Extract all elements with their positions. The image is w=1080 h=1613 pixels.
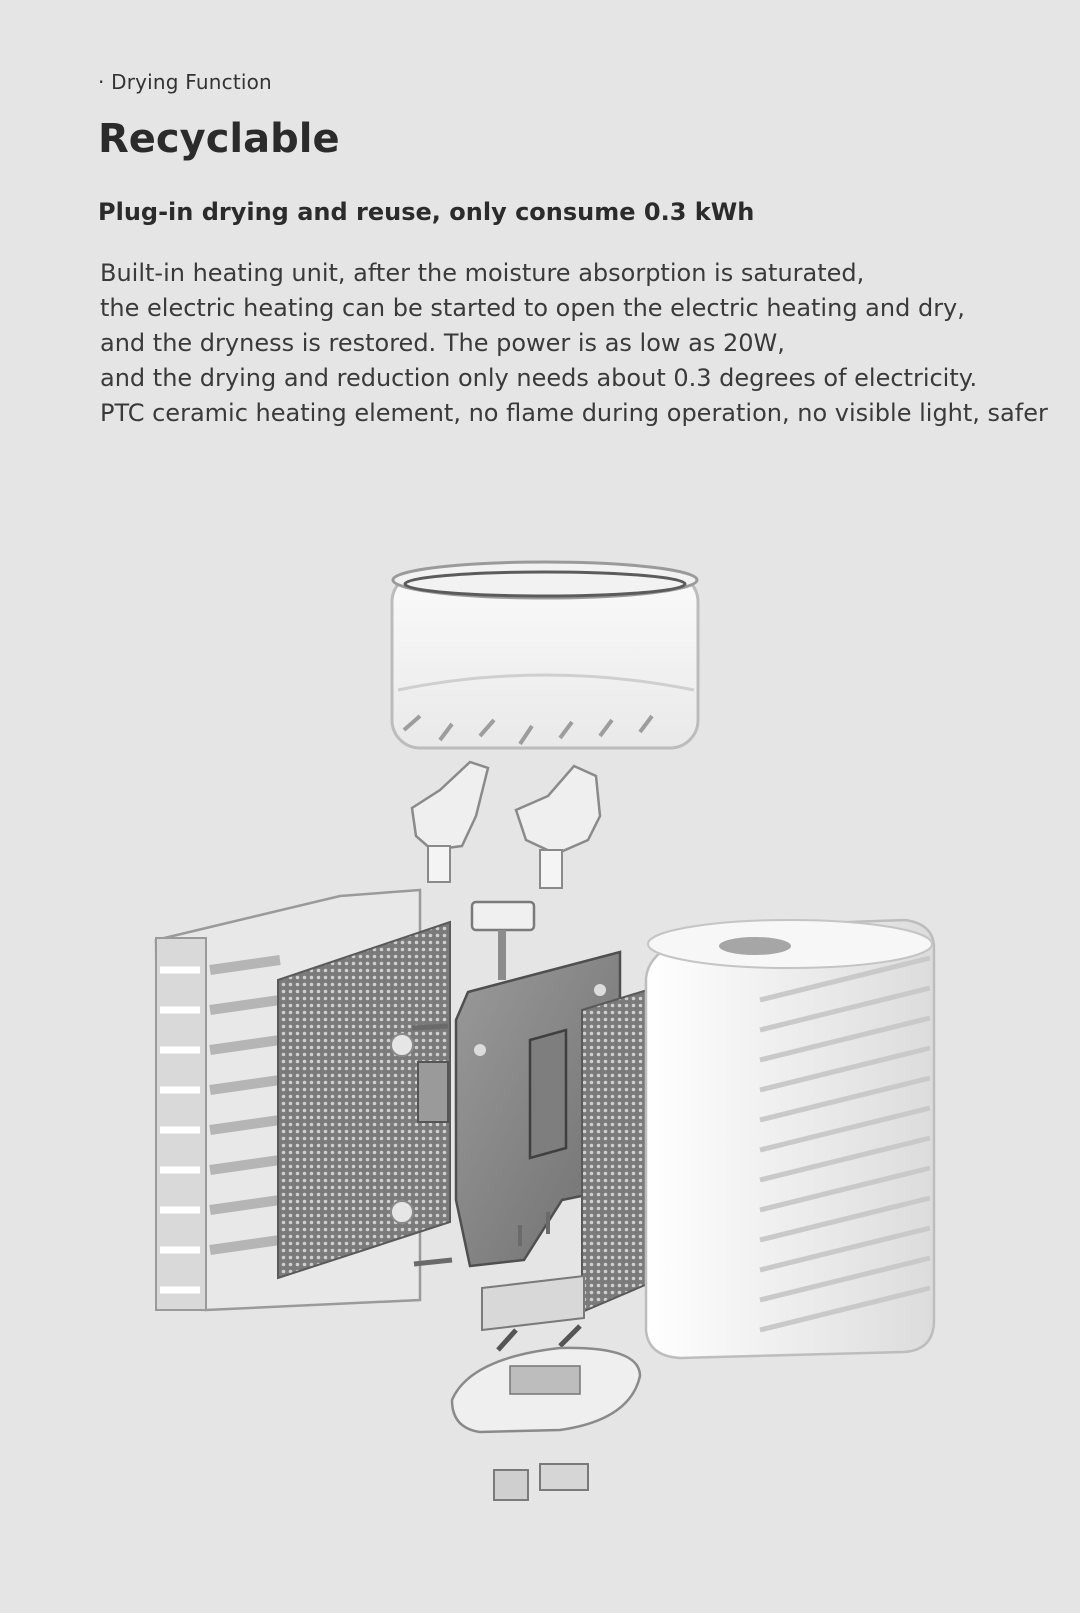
sensor-connector — [472, 902, 534, 930]
description-paragraph — [100, 256, 1060, 431]
screw — [412, 1026, 448, 1028]
description-line: Built-in heating unit, after the moisture absorption is saturated, — [100, 259, 865, 287]
description-line: and the dryness is restored. The power is as low as 20W, — [100, 329, 785, 357]
description-line: the electric heating can be started to open the electric heating and dry, — [100, 294, 965, 322]
description-line: and the drying and reduction only needs about 0.3 degrees of electricity. — [100, 364, 978, 392]
section-eyebrow: · Drying Function — [98, 70, 272, 94]
page-title: Recyclable — [98, 116, 340, 162]
description-line: PTC ceramic heating element, no flame during operation, no visible light, safer — [100, 399, 1048, 427]
plug-base — [452, 1348, 640, 1432]
exploded-view-illustration — [0, 540, 1080, 1540]
connector-lead — [498, 930, 506, 980]
page-subtitle: Plug-in drying and reuse, only consume 0.3 kWh — [98, 198, 755, 226]
nozzle-left — [412, 762, 488, 882]
plug-bracket — [482, 1276, 584, 1350]
right-housing — [646, 920, 934, 1358]
plug-prongs — [494, 1464, 588, 1500]
transparent-top-cover — [392, 562, 698, 748]
nozzle-right — [516, 766, 600, 888]
